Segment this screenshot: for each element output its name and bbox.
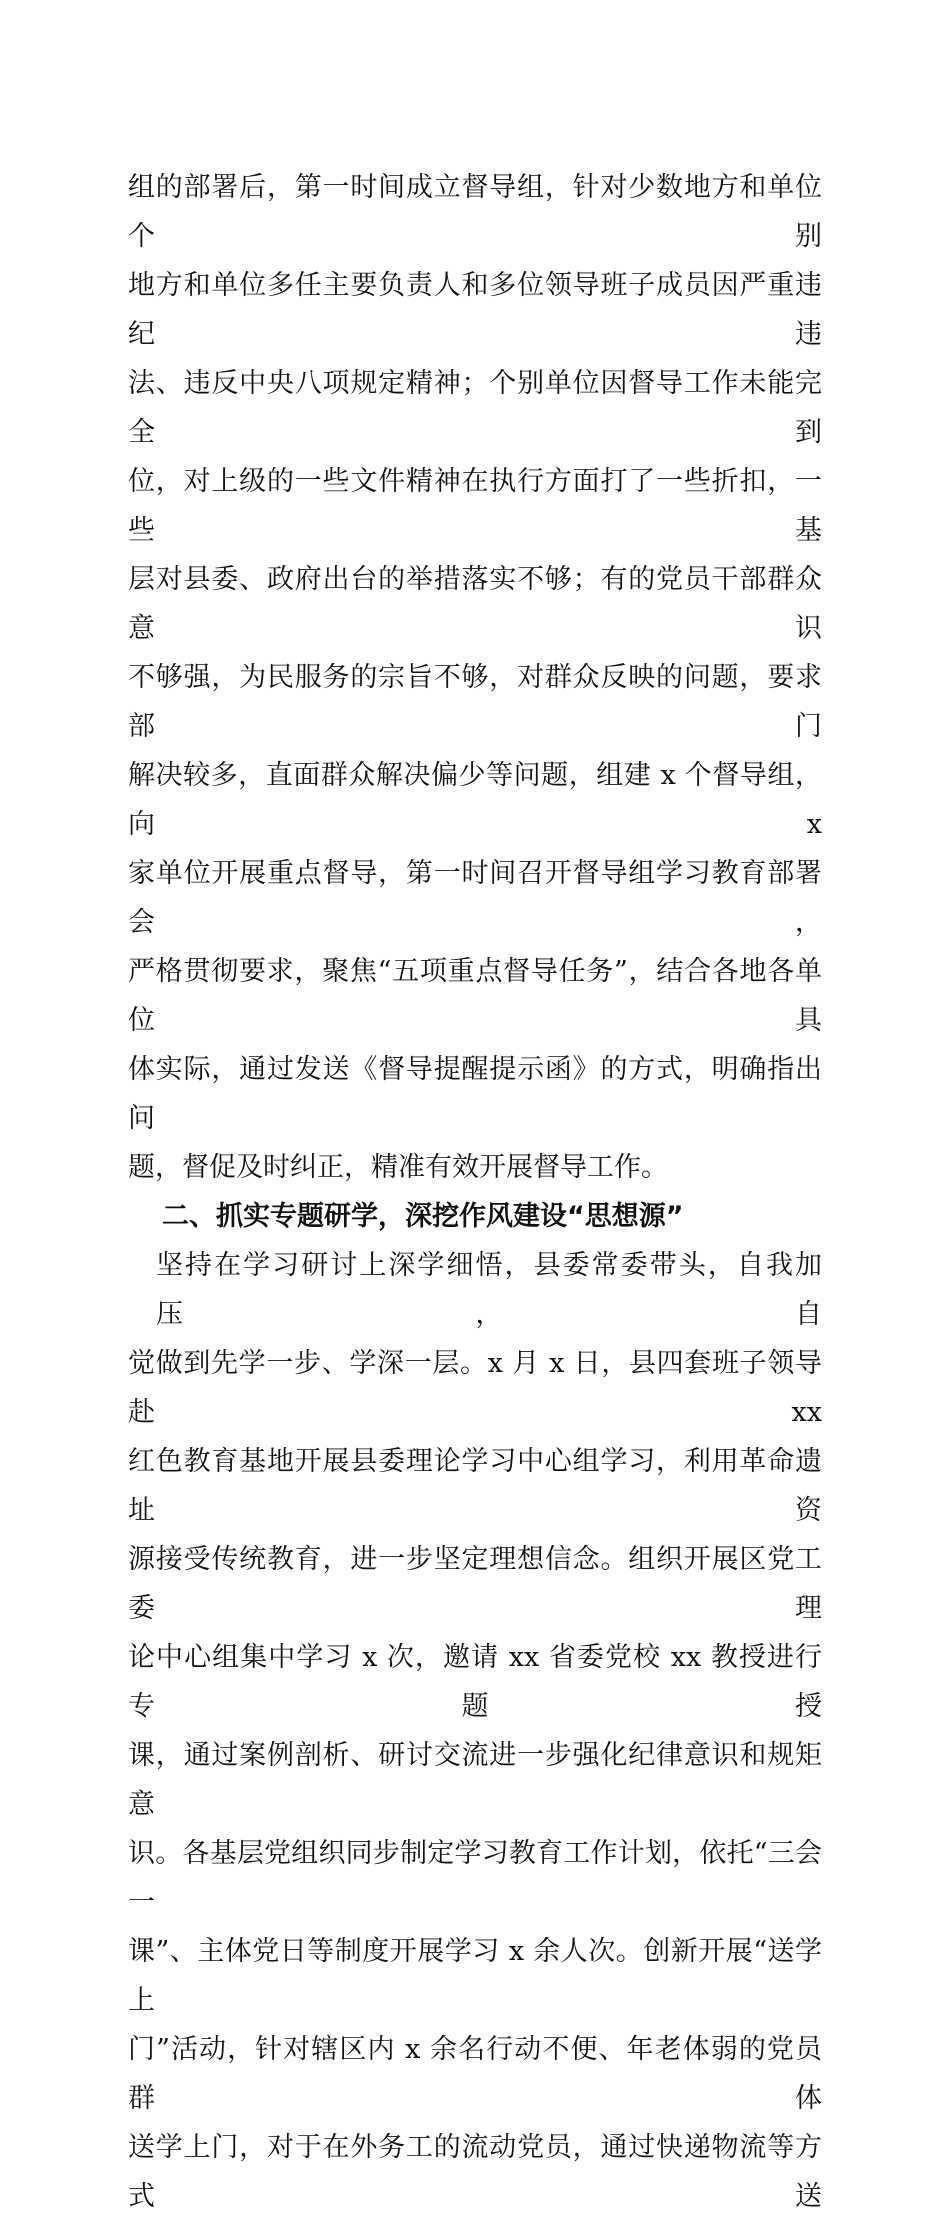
text-line: 严格贯彻要求，聚焦“五项重点督导任务”，结合各地各单位具 (128, 956, 822, 1036)
text-line: 课，通过案例剖析、研讨交流进一步强化纪律意识和规矩意 (128, 1740, 822, 1820)
text-line: 家单位开展重点督导，第一时间召开督导组学习教育部署会， (128, 858, 822, 938)
text-line: 论中心组集中学习 x 次，邀请 xx 省委党校 xx 教授进行专题授 (128, 1642, 822, 1722)
text-line: 地方和单位多任主要负责人和多位领导班子成员因严重违纪违 (128, 270, 822, 350)
text-line: 不够强，为民服务的宗旨不够，对群众反映的问题，要求部门 (128, 662, 822, 742)
text-line: 识。各基层党组织同步制定学习教育工作计划，依托“三会一 (128, 1838, 822, 1918)
text-line: 题，督促及时纠正，精准有效开展督导工作。 (128, 1152, 668, 1183)
text-line: 组的部署后，第一时间成立督导组，针对少数地方和单位个别 (128, 172, 822, 252)
text-line: 源接受传统教育，进一步坚定理想信念。组织开展区党工委理 (128, 1544, 822, 1624)
text-line: 法、违反中央八项规定精神；个别单位因督导工作未能完全到 (128, 368, 822, 448)
section-heading (128, 1192, 822, 1241)
text-line: 解决较多，直面群众解决偏少等问题，组建 x 个督导组，向 x (128, 760, 822, 840)
text-line: 送学上门，对于在外务工的流动党员，通过快递物流等方式送 (128, 2132, 822, 2212)
text-line: 位，对上级的一些文件精神在执行方面打了一些折扣，一些基 (128, 466, 822, 546)
heading-2: 二、抓实专题研学，深挖作风建设“思想源” (162, 1201, 684, 1232)
paragraph-2 (128, 1241, 822, 2221)
paragraph-1 (128, 163, 822, 1192)
text-line: 课”、主体党日等制度开展学习 x 余人次。创新开展“送学上 (128, 1936, 822, 2016)
text-line: 觉做到先学一步、学深一层。x 月 x 日，县四套班子领导赴 xx (128, 1348, 822, 1428)
text-line: 层对县委、政府出台的举措落实不够；有的党员干部群众意识 (128, 564, 822, 644)
text-line: 体实际，通过发送《督导提醒提示函》的方式，明确指出问 (128, 1054, 822, 1134)
text-line: 红色教育基地开展县委理论学习中心组学习，利用革命遗址资 (128, 1446, 822, 1526)
text-line: 坚持在学习研讨上深学细悟，县委常委带头，自我加压，自 (156, 1250, 822, 1330)
text-line: 门”活动，针对辖区内 x 余名行动不便、年老体弱的党员群体 (128, 2034, 822, 2114)
